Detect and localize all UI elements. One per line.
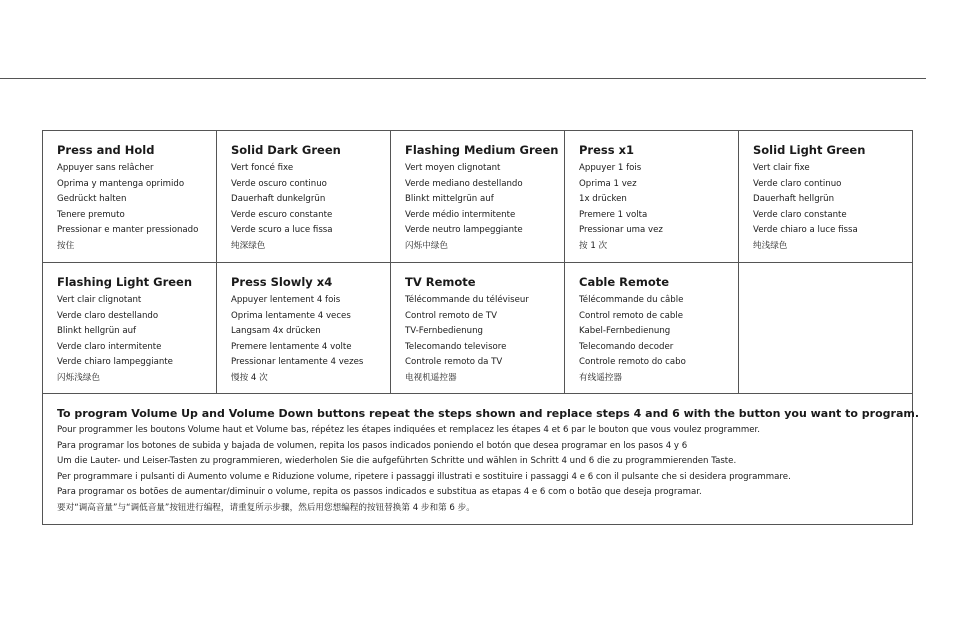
cell-solid-light-green [738, 130, 913, 262]
cell-line-zh: 纯深绿色 [231, 240, 266, 251]
cell-line-pt: Controle remoto do cabo [579, 357, 686, 368]
cell-cable-remote [564, 262, 738, 393]
cell-solid-dark-green [216, 130, 390, 262]
cell-title: TV Remote [405, 275, 476, 289]
cell-line-fr: Appuyer 1 fois [579, 163, 642, 173]
cell-line-de: Langsam 4x drücken [231, 326, 321, 337]
cell-line-es: Control remoto de cable [579, 310, 684, 321]
cell-line-zh: 有线遥控器 [579, 372, 622, 383]
cell-line-zh: 闪烁浅绿色 [57, 372, 100, 383]
cell-line-it: Telecomando televisore [405, 341, 507, 352]
cell-line-es: Verde claro continuo [753, 178, 842, 189]
cell-line-pt: Controle remoto da TV [405, 357, 503, 368]
instructions-line-zh: 要对“调高音量”与“调低音量”按钮进行编程，请重复所示步骤，然后用您想编程的按钮替换第 4 步和第 6 步。 [57, 502, 475, 513]
cell-line-fr: Télécommande du câble [579, 295, 684, 305]
instructions-line-de: Um die Lauter- und Leiser-Tasten zu programmieren, wiederholen Sie die aufgeführten Schritte und wählen in Schritt 4 und 6 die zu programmierenden Taste. [57, 456, 737, 467]
cell-line-de: Kabel-Fernbedienung [579, 326, 671, 337]
cell-title: Cable Remote [579, 275, 670, 289]
cell-line-it: Premere lentamente 4 volte [231, 341, 352, 352]
cell-tv-remote [390, 262, 564, 393]
cell-flashing-medium-green [390, 130, 564, 262]
cell-line-pt: Pressionar lentamente 4 vezes [231, 357, 364, 368]
cell-line-zh: 闪烁中绿色 [405, 240, 448, 251]
cell-line-pt: Verde neutro lampeggiante [405, 225, 523, 236]
cell-line-fr: Vert foncé fixe [231, 163, 294, 173]
cell-line-pt: Verde scuro a luce fissa [231, 225, 333, 236]
cell-line-fr: Vert clair clignotant [57, 295, 142, 305]
cell-line-fr: Vert clair fixe [753, 163, 810, 173]
cell-line-it: Telecomando decoder [579, 341, 674, 352]
cell-press-x1 [564, 130, 738, 262]
cell-line-zh: 电视机遥控器 [405, 372, 457, 383]
legend-row-1 [42, 130, 913, 262]
cell-line-it: Premere 1 volta [579, 209, 648, 220]
cell-line-fr: Télécommande du téléviseur [405, 295, 529, 305]
cell-line-es: Oprima 1 vez [579, 178, 637, 189]
cell-line-it: Verde médio intermitente [405, 209, 516, 220]
instructions-line-fr: Pour programmer les boutons Volume haut et Volume bas, répétez les étapes indiquées et remplacez les étapes 4 et 6 par le bouton que vous voulez programmer. [57, 425, 760, 435]
cell-title: Solid Light Green [753, 143, 866, 157]
cell-line-fr: Appuyer sans relâcher [57, 163, 154, 173]
legend-table [42, 130, 920, 525]
cell-line-it: Verde claro intermitente [57, 341, 162, 352]
cell-line-es: Oprima y mantenga oprimido [57, 178, 185, 189]
instructions-line-es: Para programar los botones de subida y bajada de volumen, repita los pasos indicados poniendo el botón que desea programar en los pasos 4 y 6 [57, 440, 688, 451]
cell-line-pt: Pressionar uma vez [579, 225, 663, 236]
cell-line-pt: Verde chiaro lampeggiante [57, 357, 173, 368]
cell-press-slowly-x4 [216, 262, 390, 393]
cell-line-de: Blinkt mittelgrün auf [405, 194, 494, 205]
instructions-line-pt: Para programar os botões de aumentar/diminuir o volume, repita os passos indicados e substitua as etapas 4 e 6 com o botão que deseja programar. [57, 487, 702, 498]
cell-flashing-light-green [42, 262, 216, 393]
cell-title: Solid Dark Green [231, 143, 341, 157]
cell-press-and-hold [42, 130, 216, 262]
cell-line-zh: 按 1 次 [579, 240, 608, 251]
cell-line-fr: Appuyer lentement 4 fois [231, 295, 341, 305]
cell-line-pt: Verde chiaro a luce fissa [753, 225, 858, 236]
cell-line-it: Verde escuro constante [231, 209, 333, 220]
legend-row-2 [42, 262, 913, 393]
cell-line-de: Dauerhaft dunkelgrün [231, 194, 326, 205]
top-divider [0, 78, 926, 79]
cell-title: Press and Hold [57, 143, 155, 157]
cell-line-es: Verde mediano destellando [405, 178, 523, 189]
cell-title: Press Slowly x4 [231, 275, 333, 289]
cell-line-de: Gedrückt halten [57, 194, 127, 205]
cell-line-fr: Vert moyen clignotant [405, 163, 501, 173]
cell-line-zh: 纯浅绿色 [753, 240, 788, 251]
cell-title: Flashing Medium Green [405, 143, 559, 157]
cell-line-zh: 按住 [57, 240, 75, 251]
cell-line-es: Verde oscuro continuo [231, 178, 327, 189]
cell-line-pt: Pressionar e manter pressionado [57, 225, 199, 236]
cell-line-de: 1x drücken [579, 194, 627, 205]
cell-title: Flashing Light Green [57, 275, 193, 289]
cell-line-de: TV-Fernbedienung [405, 326, 483, 337]
cell-title: Press x1 [579, 143, 635, 157]
cell-line-de: Dauerhaft hellgrün [753, 194, 835, 205]
cell-line-es: Control remoto de TV [405, 310, 498, 321]
instructions-line-it: Per programmare i pulsanti di Aumento volume e Riduzione volume, ripetere i passaggi illustrati e sostituire i passaggi 4 e 6 con il pulsante che si desidera programmare. [57, 471, 791, 482]
cell-line-es: Oprima lentamente 4 veces [231, 310, 351, 321]
cell-empty [738, 262, 913, 393]
instructions-title: To program Volume Up and Volume Down buttons repeat the steps shown and replace steps 4 and 6 with the button you want to program. [57, 407, 920, 420]
volume-instructions [42, 393, 920, 525]
cell-line-zh: 慢按 4 次 [231, 372, 268, 383]
cell-line-it: Verde claro constante [753, 209, 847, 220]
cell-line-es: Verde claro destellando [57, 310, 159, 321]
cell-line-it: Tenere premuto [57, 209, 125, 220]
cell-line-de: Blinkt hellgrün auf [57, 326, 137, 337]
